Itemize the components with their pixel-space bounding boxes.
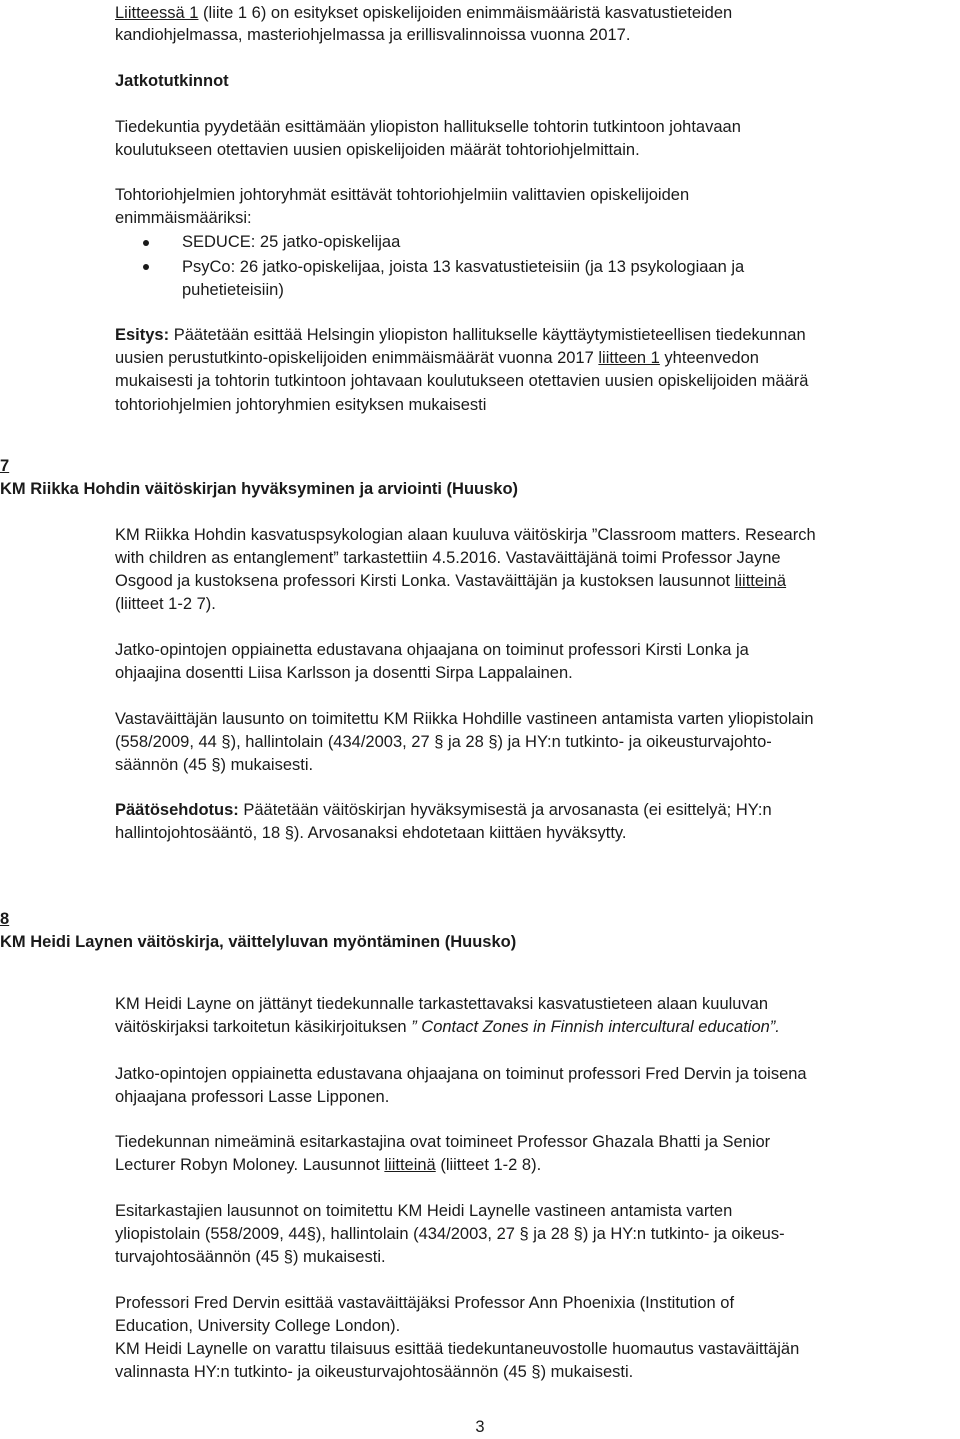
esitys-line-1: Esitys: Päätetään esittää Helsingin yliopiston hallitukselle käyttäytymistieteellisen tiedekunnan — [115, 326, 806, 344]
item8-p3-line-1: Tiedekunnan nimeäminä esitarkastajina ovat toimineet Professor Ghazala Bhatti ja Senior — [115, 1133, 771, 1151]
item8-p5-line-1: Professori Fred Dervin esittää vastaväittäjäksi Professor Ann Phoenixia (Institution of — [115, 1294, 735, 1312]
liite-1-link[interactable]: Liitteessä 1 — [115, 4, 199, 22]
item7-p1-line-3: Osgood ja kustoksena professori Kirsti Lonka. Vastaväittäjän ja kustoksen lausunnot liitteinä — [115, 572, 787, 590]
paatosehdotus-label: Päätösehdotus: — [115, 801, 239, 819]
item7-p2-line-2: ohjaajina dosentti Liisa Karlsson ja dosentti Sirpa Lappalainen. — [115, 664, 573, 682]
intro-line-2: kandiohjelmassa, masteriohjelmassa ja erillisvalinnoissa vuonna 2017. — [115, 26, 631, 44]
item-7-number: 7 — [0, 457, 10, 475]
item8-p4-line-3: turvajohtosäännön (45 §) mukaisesti. — [115, 1248, 386, 1266]
item7-p1-line-2: with children as entanglement” tarkastettiin 4.5.2016. Vastaväittäjänä toimi Professor Jayne — [115, 549, 781, 567]
item8-p4-line-1: Esitarkastajien lausunnot on toimitettu KM Heidi Laynelle vastineen antamista varten — [115, 1202, 733, 1220]
bullet-psyco-line-1: PsyCo: 26 jatko-opiskelijaa, joista 13 kasvatustieteisiin (ja 13 psykologiaan ja — [182, 258, 745, 276]
bullet-seduce: SEDUCE: 25 jatko-opiskelijaa — [182, 233, 401, 251]
item7-p3-line-2: (558/2009, 44 §), hallintolain (434/2003, 27 § ja 28 §) ja HY:n tutkinto- ja oikeusturvajohto- — [115, 733, 772, 751]
intro-line-1: Liitteessä 1 (liite 1 6) on esitykset opiskelijoiden enimmäismääristä kasvatustieteiden — [115, 4, 733, 22]
item-7-title: KM Riikka Hohdin väitöskirjan hyväksyminen ja arviointi (Huusko) — [0, 480, 519, 498]
jatko-p2-line-1: Tohtoriohjelmien johtoryhmät esittävät tohtoriohjelmiin valittavien opiskelijoiden — [115, 186, 690, 204]
jatko-p2-line-2: enimmäismääriksi: — [115, 209, 252, 227]
item7-p3-line-3: säännön (45 §) mukaisesti. — [115, 756, 314, 774]
esitys-label: Esitys: — [115, 326, 170, 344]
item7-p1-line-4: (liitteet 1-2 7). — [115, 595, 216, 613]
item8-p5-line-4: valinnasta HY:n tutkinto- ja oikeusturvajohtosäännön (45 §) mukaisesti. — [115, 1363, 634, 1381]
item-8-number: 8 — [0, 910, 10, 928]
item8-p1-line-1: KM Heidi Layne on jättänyt tiedekunnalle tarkastettavaksi kasvatustieteen alaan kuuluvan — [115, 995, 769, 1013]
item8-p2-line-2: ohjaajana professori Lasse Lipponen. — [115, 1088, 390, 1106]
item8-p4-line-2: yliopistolain (558/2009, 44§), hallintolain (434/2003, 27 § ja 28 §) ja HY:n tutkinto- ja oikeus- — [115, 1225, 785, 1243]
esitys-line-3: mukaisesti ja tohtorin tutkintoon johtavaan koulutukseen otettavien uusien opiskelijoiden määrä — [115, 372, 809, 390]
page-number: 3 — [475, 1418, 485, 1436]
liitteina-link[interactable]: liitteinä — [734, 572, 787, 590]
item8-p3-line-2: Lecturer Robyn Moloney. Lausunnot liitteinä (liitteet 1-2 8). — [115, 1156, 542, 1174]
jatko-p1-line-2: koulutukseen otettavien uusien opiskelijoiden määrät tohtoriohjelmittain. — [115, 141, 640, 159]
bullet-icon — [143, 240, 149, 246]
item8-p5-line-2: Education, University College London). — [115, 1317, 401, 1335]
esitys-line-4: tohtoriohjelmien johtoryhmien esityksen mukaisesti — [115, 396, 487, 414]
jatko-p1-line-1: Tiedekuntia pyydetään esittämään yliopiston hallitukselle tohtorin tutkintoon johtavaan — [115, 118, 741, 136]
paatosehdotus-line-2: hallintojohtosääntö, 18 §). Arvosanaksi ehdotetaan kiittäen hyväksytty. — [115, 824, 627, 842]
liitteen-1-link[interactable]: liitteen 1 — [598, 349, 660, 367]
bullet-icon — [143, 264, 149, 270]
item7-p1-line-1: KM Riikka Hohdin kasvatuspsykologian alaan kuuluva väitöskirja ”Classroom matters. Research — [115, 526, 816, 544]
paatosehdotus-line-1: Päätösehdotus: Päätetään väitöskirjan hyväksymisestä ja arvosanasta (ei esittelyä; HY:n — [115, 801, 772, 819]
jatkotutkinnot-heading: Jatkotutkinnot — [115, 72, 229, 90]
item8-p1-line-2: väitöskirjaksi tarkoitetun käsikirjoituksen ” Contact Zones in Finnish intercultural education”. — [115, 1018, 780, 1036]
bullet-psyco-line-2: puhetieteisiin) — [182, 281, 284, 299]
item7-p2-line-1: Jatko-opintojen oppiainetta edustavana ohjaajana on toiminut professori Kirsti Lonka ja — [115, 641, 749, 659]
esitys-line-2: uusien perustutkinto-opiskelijoiden enimmäismäärät vuonna 2017 liitteen 1 yhteenvedon — [115, 349, 759, 367]
item8-p5-line-3: KM Heidi Laynelle on varattu tilaisuus esittää tiedekuntaneuvostolle huomautus vastaväittäjän — [115, 1340, 800, 1358]
item7-p3-line-1: Vastaväittäjän lausunto on toimitettu KM Riikka Hohdille vastineen antamista varten yliopistolain — [115, 710, 814, 728]
thesis-title: ” Contact Zones in Finnish intercultural education”. — [411, 1018, 780, 1036]
liitteina-link[interactable]: liitteinä — [384, 1156, 436, 1174]
item-8-title: KM Heidi Laynen väitöskirja, väittelyluvan myöntäminen (Huusko) — [0, 933, 517, 951]
item8-p2-line-1: Jatko-opintojen oppiainetta edustavana ohjaajana on toiminut professori Fred Dervin ja toisena — [115, 1065, 807, 1083]
